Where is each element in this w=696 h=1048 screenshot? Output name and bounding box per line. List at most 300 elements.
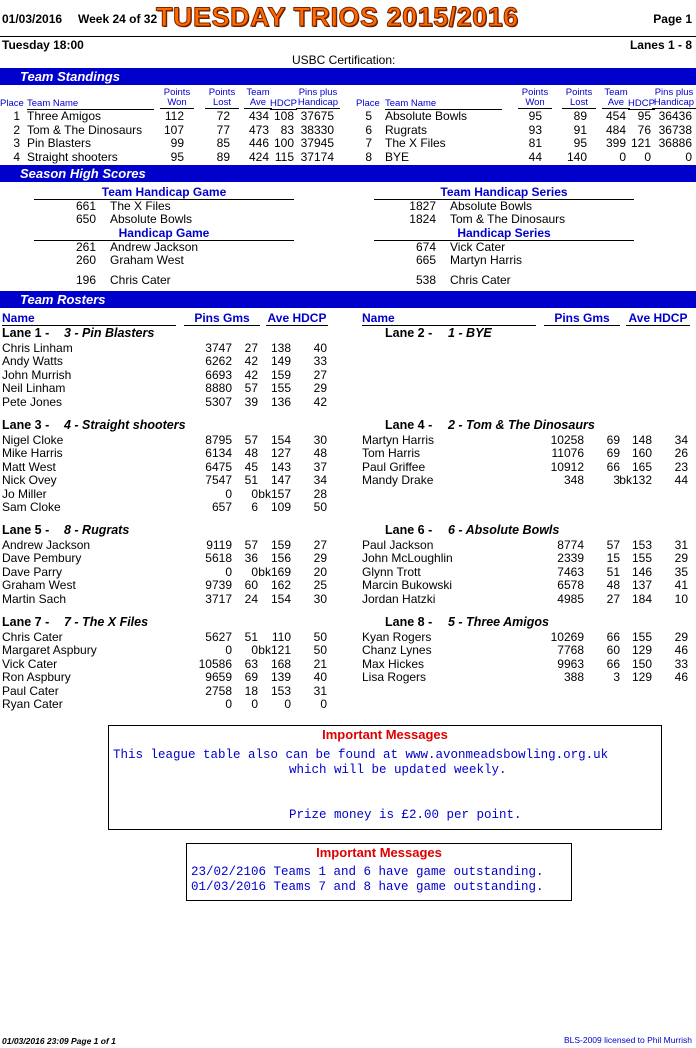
player-games: 18 (244, 683, 258, 698)
player-games: 69 (244, 670, 258, 685)
lane-team-name: 5 - Three Amigos (448, 615, 549, 629)
high-score-value: 196 (75, 273, 96, 287)
player-name: Chanz Lynes (362, 643, 432, 658)
player-average: 110 (271, 630, 291, 644)
standing-team-ave: 446 (248, 136, 269, 150)
player-average: 109 (270, 500, 291, 514)
player-pins: 348 (563, 473, 584, 488)
standing-points-lost: 72 (216, 109, 230, 123)
standing-team-ave: 434 (248, 109, 269, 123)
player-name: Vick Cater (2, 656, 58, 671)
col-hdcp: HDCP (628, 98, 655, 109)
player-average: 147 (270, 473, 291, 488)
player-average: 146 (631, 564, 652, 579)
player-handicap: 34 (313, 473, 327, 488)
player-games: 57 (244, 381, 258, 396)
player-pins: 5618 (205, 551, 232, 566)
footer-license: BLS-2009 licensed to Phil Murrish (563, 1035, 692, 1045)
high-score-value: 665 (415, 253, 436, 267)
standing-team-ave: 399 (605, 136, 626, 150)
player-average: 154 (270, 591, 291, 606)
col-place: Place (0, 98, 24, 109)
lane-team-name: 2 - Tom & The Dinosaurs (448, 418, 595, 432)
standing-team-name: Straight shooters (27, 149, 118, 164)
col-pins-plus: Pins plus Handicap (653, 87, 695, 108)
roster-col-ave-hdcp: Ave HDCP (626, 311, 690, 326)
player-games: 42 (244, 354, 258, 369)
player-name: Max Hickes (362, 656, 425, 671)
standing-pins-plus: 38330 (300, 122, 334, 137)
player-name: Ron Aspbury (2, 670, 71, 685)
lane-team-name: 4 - Straight shooters (64, 418, 186, 432)
player-handicap: 23 (674, 459, 688, 474)
player-pins: 3717 (205, 591, 232, 606)
message-line: 23/02/2106 Teams 1 and 6 have game outstanding. (191, 865, 544, 879)
player-pins: 10258 (550, 433, 584, 447)
standing-pins-plus: 37945 (300, 136, 334, 150)
player-games: 48 (244, 446, 258, 461)
player-average: 149 (270, 354, 291, 369)
standing-points-lost: 91 (573, 122, 587, 137)
player-name: Glynn Trott (362, 564, 421, 579)
high-score-name: The X Files (110, 199, 171, 213)
player-handicap: 42 (313, 394, 327, 409)
player-name: Marcin Bukowski (362, 578, 453, 593)
player-average: 138 (270, 341, 291, 355)
messages-title: Important Messages (322, 727, 448, 742)
player-pins: 8795 (205, 433, 232, 447)
player-handicap: 29 (674, 551, 688, 566)
high-score-name: Andrew Jackson (110, 240, 199, 254)
player-games: 6 (251, 500, 258, 514)
player-handicap: 28 (313, 486, 327, 501)
standing-team-name: Tom & The Dinosaurs (27, 122, 143, 137)
player-pins: 2339 (557, 551, 584, 566)
high-score-name: Martyn Harris (450, 253, 523, 267)
high-score-value: 661 (75, 199, 96, 213)
player-games: 57 (244, 538, 258, 552)
standing-team-ave: 454 (605, 109, 626, 123)
high-score-name: Chris Cater (110, 273, 171, 287)
player-name: Tom Harris (362, 446, 421, 461)
lane-team-name: 3 - Pin Blasters (64, 326, 155, 340)
player-average: 127 (270, 446, 291, 461)
standing-points-won: 99 (170, 136, 184, 150)
roster-col-pins-gms: Pins Gms (544, 311, 620, 326)
player-average: 155 (631, 551, 652, 566)
player-handicap: 50 (313, 630, 327, 644)
player-handicap: 29 (674, 630, 688, 644)
player-pins: 9659 (205, 670, 232, 685)
roster-col-name: Name (2, 311, 176, 326)
standing-place: 2 (13, 122, 20, 137)
player-games: 51 (606, 564, 620, 579)
standing-points-lost: 89 (573, 109, 587, 123)
roster-col-ave-hdcp: Ave HDCP (267, 311, 327, 325)
player-average: 136 (270, 394, 291, 409)
player-games: 15 (606, 551, 620, 566)
player-name: John Murrish (2, 367, 72, 382)
lane-label: Lane 4 - (385, 418, 433, 432)
high-score-value: 1824 (409, 212, 436, 226)
standing-place: 5 (365, 109, 372, 123)
lane-label: Lane 8 - (385, 615, 433, 629)
player-average: bk132 (619, 473, 652, 488)
standing-hdcp: 121 (630, 136, 651, 150)
message-line: This league table also can be found at www.avonmeadsbowling.org.uk (113, 748, 609, 762)
standing-team-name: Rugrats (385, 122, 428, 137)
player-handicap: 35 (674, 564, 688, 579)
player-pins: 9739 (205, 578, 232, 593)
player-handicap: 50 (313, 643, 327, 658)
player-games: 60 (606, 643, 620, 658)
player-average: 156 (270, 551, 291, 566)
standing-team-name: Absolute Bowls (385, 109, 468, 123)
player-average: 0 (284, 697, 291, 711)
player-name: Jo Miller (2, 486, 47, 501)
player-name: Nigel Cloke (2, 433, 64, 447)
player-pins: 8774 (557, 538, 584, 552)
player-name: Lisa Rogers (362, 670, 427, 685)
messages-title: Important Messages (316, 845, 442, 860)
high-score-value: 674 (415, 240, 436, 254)
standing-place: 8 (365, 149, 372, 164)
player-name: Ryan Cater (2, 697, 63, 711)
player-pins: 9119 (206, 538, 232, 552)
player-games: 57 (244, 433, 258, 447)
page-number: Page 1 (653, 12, 692, 26)
standing-points-won: 95 (170, 149, 184, 164)
important-messages-box (108, 725, 662, 830)
player-name: Neil Linham (2, 381, 66, 396)
player-games: 51 (244, 473, 258, 488)
standing-hdcp: 0 (644, 149, 651, 164)
message-line: 01/03/2016 Teams 7 and 8 have game outstanding. (191, 880, 544, 894)
col-hdcp: HDCP (270, 98, 297, 109)
player-games: 3 (613, 473, 620, 488)
standing-points-won: 81 (528, 136, 542, 150)
player-games: 60 (244, 578, 258, 593)
player-handicap: 34 (674, 433, 688, 447)
standing-points-lost: 95 (573, 136, 587, 150)
high-score-value: 260 (75, 253, 96, 267)
standing-points-won: 112 (164, 109, 184, 123)
lane-label: Lane 7 - (2, 615, 50, 629)
player-games: 66 (606, 630, 620, 644)
player-handicap: 0 (320, 697, 327, 711)
player-pins: 4985 (557, 591, 584, 606)
player-pins: 388 (563, 670, 584, 685)
player-pins: 6475 (205, 459, 232, 474)
player-games: 69 (606, 446, 620, 461)
player-games: 39 (244, 394, 258, 409)
outstanding-games-box (186, 843, 572, 901)
player-games: 69 (606, 433, 620, 447)
player-name: Jordan Hatzki (362, 591, 436, 606)
col-place: Place (356, 98, 380, 109)
player-pins: 11076 (551, 446, 584, 461)
standing-hdcp: 83 (280, 122, 294, 137)
footer-timestamp: 01/03/2016 23:09 Page 1 of 1 (2, 1036, 116, 1046)
player-name: Nick Ovey (2, 473, 57, 488)
player-games: 24 (244, 591, 258, 606)
player-average: 159 (270, 367, 291, 382)
standing-points-lost: 85 (216, 136, 230, 150)
player-name: Graham West (2, 578, 76, 593)
player-average: 154 (270, 433, 291, 447)
week-label: Week 24 of 32 (78, 12, 158, 26)
player-handicap: 21 (313, 656, 327, 671)
player-name: Matt West (2, 459, 56, 474)
col-points-lost: Points Lost (562, 88, 596, 109)
player-games: 57 (606, 538, 620, 552)
col-team-ave: Team Ave (244, 88, 272, 109)
message-line: which will be updated weekly. (289, 763, 507, 777)
player-name: Paul Cater (2, 683, 59, 698)
standing-team-ave: 424 (248, 149, 269, 164)
col-points-won: Points Won (518, 88, 552, 109)
col-team-name: Team Name (27, 99, 154, 110)
player-pins: 5307 (205, 394, 232, 409)
high-score-name: Tom & The Dinosaurs (450, 212, 566, 226)
player-average: 165 (631, 459, 652, 474)
lane-label: Lane 1 - (2, 326, 50, 340)
player-handicap: 46 (674, 670, 688, 685)
player-name: Paul Griffee (362, 459, 426, 474)
player-handicap: 31 (674, 538, 688, 552)
player-name: Kyan Rogers (362, 630, 432, 644)
standing-team-name: BYE (385, 149, 410, 164)
player-pins: 0 (225, 643, 232, 658)
standing-place: 7 (365, 136, 372, 150)
player-name: Martin Sach (2, 591, 67, 606)
standing-place: 6 (365, 122, 372, 137)
high-score-value: 538 (415, 273, 436, 287)
player-average: 139 (270, 670, 291, 685)
player-name: Paul Jackson (362, 538, 434, 552)
lane-team-name: 1 - BYE (448, 326, 492, 340)
player-handicap: 33 (313, 354, 327, 369)
player-pins: 6262 (205, 354, 232, 369)
player-pins: 10586 (198, 656, 232, 671)
player-handicap: 30 (313, 433, 327, 447)
player-games: 0 (251, 564, 258, 579)
player-pins: 0 (225, 697, 232, 711)
player-pins: 3747 (205, 341, 232, 355)
standing-team-name: Three Amigos (27, 109, 102, 123)
standing-hdcp: 95 (637, 109, 651, 123)
player-name: Pete Jones (2, 394, 63, 409)
player-handicap: 25 (313, 578, 327, 593)
team-handicap-game-title: Team Handicap Game (101, 185, 227, 199)
player-handicap: 33 (674, 656, 688, 671)
team-rosters-band: Team Rosters (0, 291, 696, 308)
message-line: Prize money is £2.00 per point. (289, 808, 522, 822)
player-games: 36 (244, 551, 258, 566)
lane-team-name: 6 - Absolute Bowls (448, 523, 560, 537)
player-games: 27 (244, 341, 258, 355)
high-score-value: 1827 (409, 199, 436, 213)
high-score-value: 650 (75, 212, 96, 226)
roster-col-name: Name (362, 311, 536, 326)
lane-label: Lane 6 - (385, 523, 433, 537)
report-date: 01/03/2016 (2, 12, 63, 26)
player-average: 184 (631, 591, 652, 606)
player-average: 153 (270, 683, 291, 698)
player-average: 168 (270, 656, 291, 671)
player-average: 162 (270, 578, 291, 593)
player-games: 66 (606, 459, 620, 474)
player-pins: 0 (225, 564, 232, 579)
standing-points-won: 107 (163, 122, 184, 137)
standing-team-ave: 473 (248, 122, 269, 137)
player-average: 160 (631, 446, 652, 461)
player-handicap: 44 (674, 473, 688, 488)
standing-pins-plus: 36738 (658, 122, 692, 137)
player-pins: 7547 (205, 473, 232, 488)
player-pins: 657 (211, 500, 232, 514)
player-pins: 9963 (557, 656, 584, 671)
standing-pins-plus: 0 (685, 149, 692, 164)
player-games: 0 (251, 643, 258, 658)
lane-team-name: 8 - Rugrats (64, 523, 130, 537)
player-handicap: 41 (674, 578, 688, 593)
player-name: Andrew Jackson (2, 538, 91, 552)
standing-place: 3 (13, 136, 20, 150)
standing-hdcp: 76 (637, 122, 651, 137)
team-handicap-series-title: Team Handicap Series (440, 185, 568, 199)
player-name: Sam Cloke (2, 500, 61, 514)
player-average: 129 (631, 670, 652, 685)
standing-team-name: Pin Blasters (27, 136, 92, 150)
player-average: 137 (631, 578, 652, 593)
player-games: 42 (244, 367, 258, 382)
player-name: Andy Watts (2, 354, 63, 369)
player-average: 129 (631, 643, 652, 658)
player-handicap: 27 (313, 538, 327, 552)
high-score-name: Vick Cater (450, 240, 506, 254)
standing-team-ave: 0 (619, 149, 626, 164)
player-name: Chris Cater (2, 630, 63, 644)
standing-hdcp: 108 (273, 109, 294, 123)
lanes-label: Lanes 1 - 8 (629, 38, 692, 52)
player-name: Dave Parry (2, 564, 63, 579)
player-average: 155 (631, 630, 652, 644)
team-standings-band: Team Standings (0, 68, 696, 85)
player-handicap: 10 (674, 591, 688, 606)
col-team-ave: Team Ave (602, 88, 630, 109)
player-pins: 0 (225, 486, 232, 501)
standing-points-lost: 140 (566, 149, 587, 164)
roster-col-pins-gms: Pins Gms (184, 311, 260, 326)
player-games: 0 (251, 486, 258, 501)
season-high-scores-band: Season High Scores (0, 165, 696, 182)
lane-label: Lane 2 - (385, 326, 433, 340)
standing-points-won: 93 (528, 122, 542, 137)
player-average: bk121 (258, 643, 291, 658)
player-handicap: 26 (674, 446, 688, 461)
player-average: bk169 (258, 564, 291, 579)
player-games: 48 (606, 578, 620, 593)
player-handicap: 40 (313, 670, 327, 685)
player-pins: 7768 (557, 643, 584, 658)
league-title: TUESDAY TRIOS 2015/2016 (156, 2, 519, 32)
player-pins: 5627 (205, 630, 232, 644)
standing-points-lost: 89 (216, 149, 230, 164)
player-name: Mandy Drake (362, 473, 434, 488)
player-handicap: 40 (313, 341, 327, 355)
player-pins: 2758 (205, 683, 232, 698)
lane-label: Lane 3 - (2, 418, 50, 432)
player-name: Chris Linham (2, 341, 73, 355)
player-average: bk157 (258, 486, 291, 501)
player-handicap: 50 (313, 500, 327, 514)
player-handicap: 20 (313, 564, 327, 579)
player-pins: 7463 (557, 564, 584, 579)
player-handicap: 31 (313, 683, 327, 698)
player-games: 51 (244, 630, 258, 644)
player-games: 27 (606, 591, 620, 606)
header-divider (0, 36, 696, 37)
standing-points-lost: 77 (216, 122, 230, 137)
lane-label: Lane 5 - (2, 523, 50, 537)
high-score-name: Absolute Bowls (110, 212, 193, 226)
player-handicap: 30 (313, 591, 327, 606)
col-pins-plus: Pins plus Handicap (297, 87, 339, 108)
player-name: Margaret Aspbury (2, 643, 97, 658)
high-score-name: Chris Cater (450, 273, 511, 287)
player-name: Martyn Harris (362, 433, 435, 447)
player-pins: 8880 (205, 381, 232, 396)
col-team-name: Team Name (385, 99, 502, 110)
player-average: 153 (631, 538, 652, 552)
high-score-name: Absolute Bowls (450, 199, 533, 213)
lane-team-name: 7 - The X Files (64, 615, 149, 629)
standing-pins-plus: 37675 (300, 109, 334, 123)
player-handicap: 48 (313, 446, 327, 461)
standing-team-name: The X Files (385, 136, 446, 150)
player-handicap: 29 (313, 381, 327, 396)
standing-pins-plus: 36436 (658, 109, 692, 123)
standing-place: 4 (13, 149, 20, 164)
standing-hdcp: 115 (274, 149, 294, 164)
player-average: 143 (270, 459, 291, 474)
high-score-name: Graham West (110, 253, 184, 267)
player-handicap: 27 (313, 367, 327, 382)
player-games: 45 (244, 459, 258, 474)
standing-points-won: 44 (528, 149, 542, 164)
player-handicap: 46 (674, 643, 688, 658)
standing-points-won: 95 (528, 109, 542, 123)
handicap-series-title: Handicap Series (457, 226, 551, 240)
player-games: 0 (251, 697, 258, 711)
player-pins: 6693 (205, 367, 232, 382)
player-games: 66 (606, 656, 620, 671)
player-games: 63 (244, 656, 258, 671)
player-name: Mike Harris (2, 446, 63, 461)
player-name: Dave Pembury (2, 551, 82, 566)
player-handicap: 37 (313, 459, 327, 474)
standing-hdcp: 100 (273, 136, 294, 150)
player-average: 159 (270, 538, 291, 552)
standing-team-ave: 484 (605, 122, 626, 137)
player-average: 155 (270, 381, 291, 396)
high-score-value: 261 (75, 240, 96, 254)
day-time: Tuesday 18:00 (2, 38, 84, 52)
player-pins: 10269 (550, 630, 584, 644)
standing-place: 1 (13, 109, 20, 123)
player-name: John McLoughlin (362, 551, 453, 566)
